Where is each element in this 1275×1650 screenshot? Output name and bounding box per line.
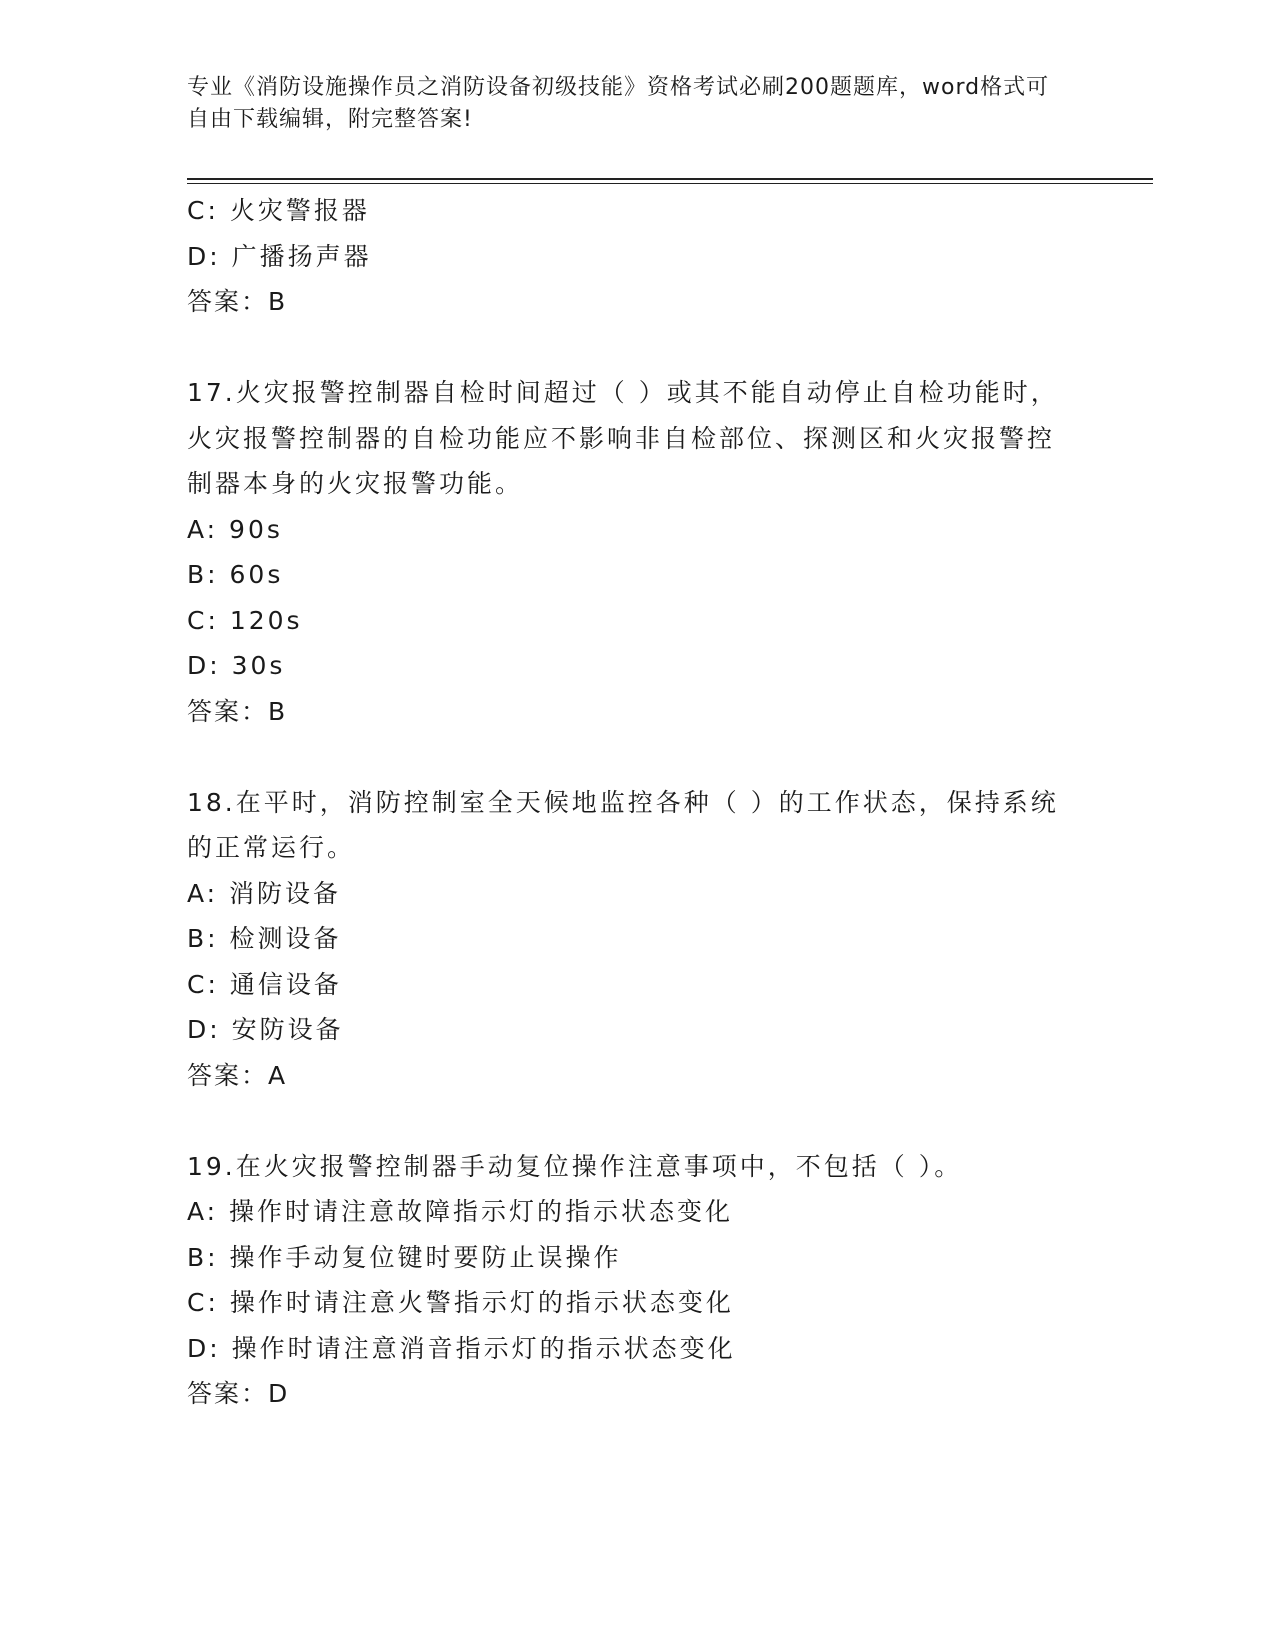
option-b: B: 检测设备 [187,924,342,953]
spacer [187,325,1087,371]
option-d: D: 30s [187,651,286,680]
spacer [187,734,1087,780]
question-stem: 17.火灾报警控制器自检时间超过（ ）或其不能自动停止自检功能时，火灾报警控制器的自检功能应不影响非自检部位、探测区和火灾报警控制器本身的火灾报警功能。 [187,378,1059,498]
option-d: D: 操作时请注意消音指示灯的指示状态变化 [187,1333,736,1363]
question-content [187,188,1087,1417]
answer: 答案：D [187,1379,290,1408]
option-d: D: 广播扬声器 [187,241,372,271]
answer: 答案：B [187,287,288,316]
option-c: C: 火灾警报器 [187,196,370,225]
option-d: D: 安防设备 [187,1015,344,1044]
option-c: C: 120s [187,605,303,635]
document-header: 专业《消防设施操作员之消防设备初级技能》资格考试必刷200题题库，word格式可自由下载编辑，附完整答案! [187,75,1050,132]
option-a: A: 90s [187,514,283,544]
question-18 [187,780,1087,1099]
option-a: A: 消防设备 [187,878,342,908]
answer: 答案：A [187,1060,288,1090]
spacer [187,1098,1087,1144]
option-c: C: 操作时请注意火警指示灯的指示状态变化 [187,1288,734,1317]
header-rule-thin [187,183,1153,184]
option-b: B: 操作手动复位键时要防止误操作 [187,1242,622,1272]
question-stem: 18.在平时，消防控制室全天候地监控各种（ ）的工作状态，保持系统的正常运行。 [187,787,1059,862]
option-a: A: 操作时请注意故障指示灯的指示状态变化 [187,1197,734,1226]
header-rule-thick [187,178,1153,180]
option-b: B: 60s [187,560,284,589]
answer: 答案：B [187,696,288,726]
question-19 [187,1144,1087,1417]
question-17 [187,370,1087,734]
question-stem: 19.在火灾报警控制器手动复位操作注意事项中，不包括（ ）。 [187,1151,963,1181]
prev-question [187,188,1087,325]
option-c: C: 通信设备 [187,969,342,999]
